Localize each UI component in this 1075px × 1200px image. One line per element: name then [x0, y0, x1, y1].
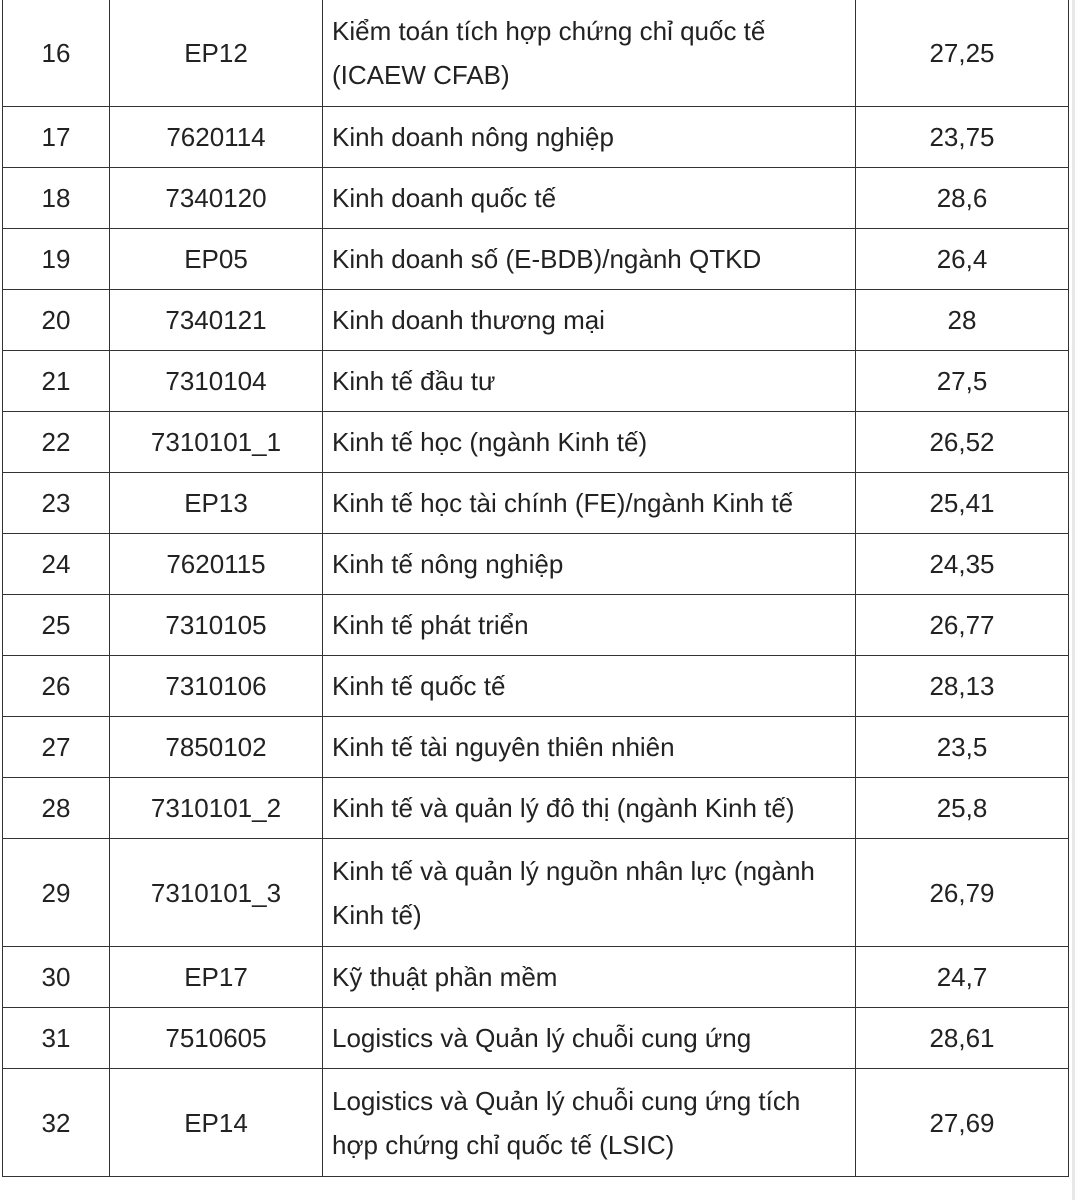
row-number-cell: 28 — [3, 778, 110, 839]
cutoff-score-cell: 28,61 — [856, 1008, 1069, 1069]
cutoff-score-cell: 27,5 — [856, 351, 1069, 412]
cutoff-score-cell: 28,6 — [856, 168, 1069, 229]
major-name-cell: Kinh tế nông nghiệp — [323, 534, 856, 595]
cutoff-score-cell: 25,8 — [856, 778, 1069, 839]
cutoff-score-cell: 28,13 — [856, 656, 1069, 717]
major-name-cell: Kinh tế đầu tư — [323, 351, 856, 412]
major-code-cell: 7310101_1 — [110, 412, 323, 473]
table-row — [3, 290, 1069, 351]
row-number-cell: 27 — [3, 717, 110, 778]
major-code-cell: EP12 — [110, 0, 323, 107]
major-code-cell: 7310104 — [110, 351, 323, 412]
cutoff-score-cell: 26,52 — [856, 412, 1069, 473]
cutoff-score-cell: 25,41 — [856, 473, 1069, 534]
row-number-cell: 21 — [3, 351, 110, 412]
table-row — [3, 473, 1069, 534]
row-number-cell: 20 — [3, 290, 110, 351]
major-code-cell: 7310101_3 — [110, 839, 323, 947]
cutoff-score-cell: 27,25 — [856, 0, 1069, 107]
table-row — [3, 717, 1069, 778]
major-name-cell: Kinh doanh quốc tế — [323, 168, 856, 229]
major-code-cell: EP05 — [110, 229, 323, 290]
major-code-cell: 7340120 — [110, 168, 323, 229]
row-number-cell: 31 — [3, 1008, 110, 1069]
row-number-cell: 19 — [3, 229, 110, 290]
row-number-cell: 16 — [3, 0, 110, 107]
row-number-cell: 18 — [3, 168, 110, 229]
cutoff-score-cell: 23,5 — [856, 717, 1069, 778]
table-row — [3, 1069, 1069, 1177]
table-row — [3, 351, 1069, 412]
major-name-cell: Kinh tế phát triển — [323, 595, 856, 656]
row-number-cell: 25 — [3, 595, 110, 656]
cutoff-score-cell: 26,4 — [856, 229, 1069, 290]
admission-score-table — [2, 0, 1069, 1177]
row-number-cell: 32 — [3, 1069, 110, 1177]
major-code-cell: 7620115 — [110, 534, 323, 595]
major-code-cell: EP17 — [110, 947, 323, 1008]
major-name-cell: Kinh doanh nông nghiệp — [323, 107, 856, 168]
major-name-cell: Kinh tế và quản lý đô thị (ngành Kinh tế) — [323, 778, 856, 839]
row-number-cell: 22 — [3, 412, 110, 473]
major-name-cell: Logistics và Quản lý chuỗi cung ứng — [323, 1008, 856, 1069]
table-row — [3, 229, 1069, 290]
major-code-cell: 7310101_2 — [110, 778, 323, 839]
table-row — [3, 107, 1069, 168]
table-row — [3, 168, 1069, 229]
table-row — [3, 778, 1069, 839]
row-number-cell: 24 — [3, 534, 110, 595]
major-code-cell: 7620114 — [110, 107, 323, 168]
major-name-cell: Kỹ thuật phần mềm — [323, 947, 856, 1008]
major-name-cell: Kinh tế và quản lý nguồn nhân lực (ngành Kinh tế) — [323, 839, 856, 947]
cutoff-score-cell: 24,35 — [856, 534, 1069, 595]
major-code-cell: 7340121 — [110, 290, 323, 351]
row-number-cell: 29 — [3, 839, 110, 947]
table-row — [3, 839, 1069, 947]
table-body — [3, 0, 1069, 1177]
major-name-cell: Kiểm toán tích hợp chứng chỉ quốc tế (ICAEW CFAB) — [323, 0, 856, 107]
admission-score-table-wrapper — [2, 0, 1068, 1177]
cutoff-score-cell: 27,69 — [856, 1069, 1069, 1177]
major-code-cell: EP13 — [110, 473, 323, 534]
table-row — [3, 656, 1069, 717]
cutoff-score-cell: 28 — [856, 290, 1069, 351]
cutoff-score-cell: 26,79 — [856, 839, 1069, 947]
table-row — [3, 595, 1069, 656]
major-name-cell: Kinh doanh số (E-BDB)/ngành QTKD — [323, 229, 856, 290]
major-code-cell: 7310106 — [110, 656, 323, 717]
table-row — [3, 947, 1069, 1008]
major-code-cell: 7850102 — [110, 717, 323, 778]
table-row — [3, 0, 1069, 107]
major-code-cell: EP14 — [110, 1069, 323, 1177]
cutoff-score-cell: 26,77 — [856, 595, 1069, 656]
table-row — [3, 1008, 1069, 1069]
row-number-cell: 26 — [3, 656, 110, 717]
row-number-cell: 30 — [3, 947, 110, 1008]
major-code-cell: 7510605 — [110, 1008, 323, 1069]
cutoff-score-cell: 23,75 — [856, 107, 1069, 168]
row-number-cell: 17 — [3, 107, 110, 168]
major-name-cell: Kinh tế học tài chính (FE)/ngành Kinh tế — [323, 473, 856, 534]
major-name-cell: Kinh tế quốc tế — [323, 656, 856, 717]
major-name-cell: Kinh tế học (ngành Kinh tế) — [323, 412, 856, 473]
table-row — [3, 534, 1069, 595]
major-name-cell: Logistics và Quản lý chuỗi cung ứng tích hợp chứng chỉ quốc tế (LSIC) — [323, 1069, 856, 1177]
major-name-cell: Kinh doanh thương mại — [323, 290, 856, 351]
row-number-cell: 23 — [3, 473, 110, 534]
major-code-cell: 7310105 — [110, 595, 323, 656]
major-name-cell: Kinh tế tài nguyên thiên nhiên — [323, 717, 856, 778]
table-row — [3, 412, 1069, 473]
cutoff-score-cell: 24,7 — [856, 947, 1069, 1008]
